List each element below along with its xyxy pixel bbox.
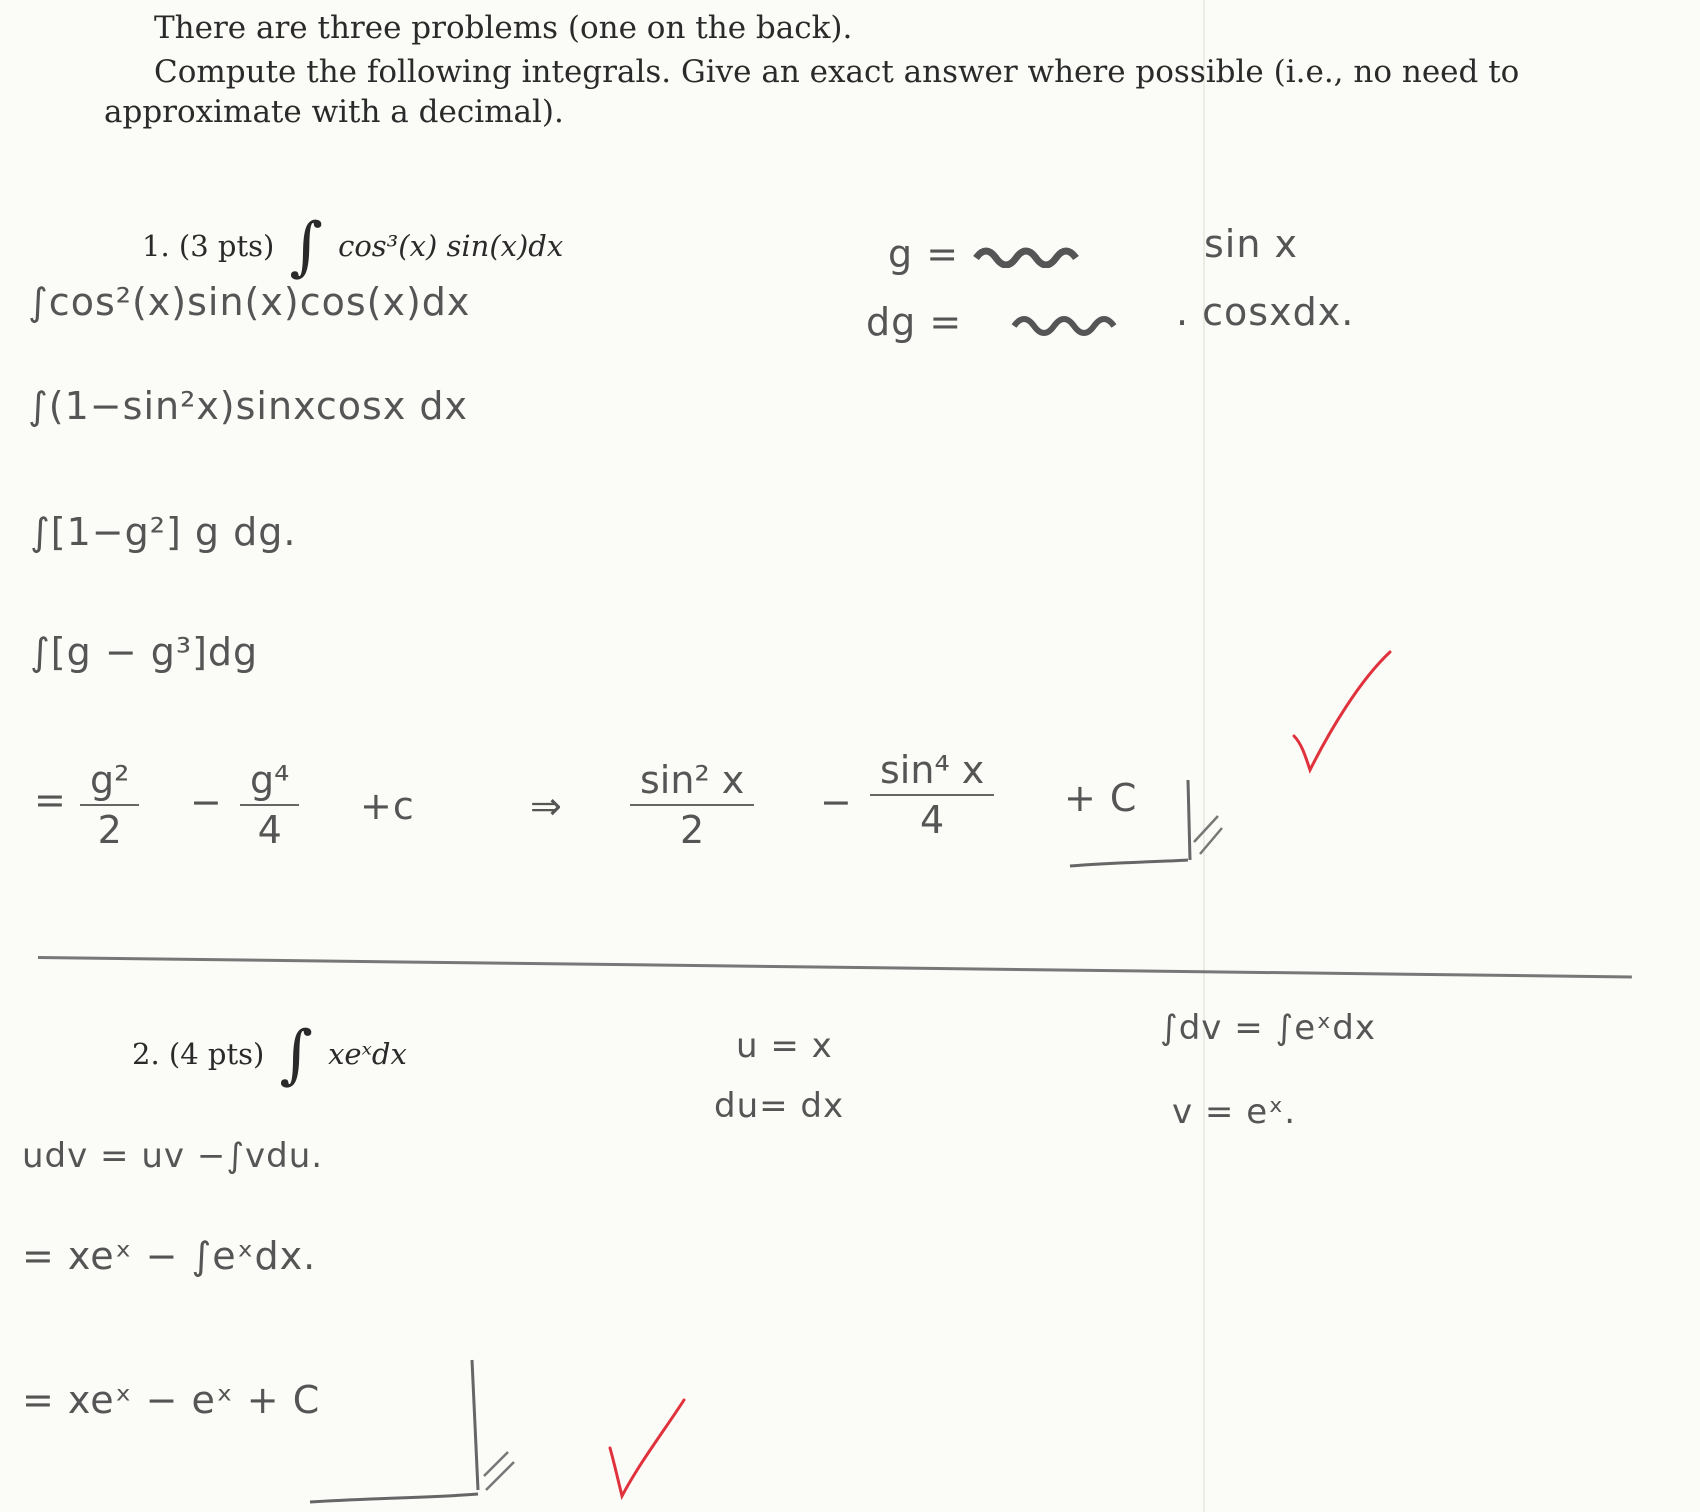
p1-final-plus-c: + C (1064, 776, 1138, 820)
p2-step-2: = xeˣ − eˣ + C (22, 1378, 321, 1422)
grader-check-icon (600, 1392, 700, 1504)
p2-answer-box-marks (300, 1356, 530, 1506)
sub-dg-label: dg = (866, 300, 1155, 344)
integral-sign: ∫ (289, 210, 323, 284)
sub-g-value: sin x (1204, 222, 1299, 266)
problem-1-points: (3 pts) (178, 229, 275, 263)
problem-2-number: 2. (132, 1037, 160, 1071)
p2-dv-line: ∫dv = ∫eˣdx (1160, 1008, 1376, 1048)
p1-work-line-4: ∫[g − g³]dg (30, 630, 259, 674)
p1-work-line-2: ∫(1−sin²x)sinxcosx dx (28, 384, 469, 428)
problem-1-integrand: cos³(x) sin(x)dx (338, 229, 564, 263)
p2-v-line: v = eˣ. (1172, 1092, 1297, 1132)
intro-line-2: Compute the following integrals. Give an exact answer where possible (i.e., no need to (154, 54, 1520, 90)
problem-2-statement (132, 1006, 407, 1092)
p2-formula: udv = uv −∫vdu. (22, 1136, 324, 1176)
grader-check-icon (1280, 640, 1400, 780)
p1-work-line-3: ∫[1−g²] g dg. (30, 510, 297, 554)
p2-u-line: u = x (736, 1026, 833, 1066)
p1-result-sin2-over-2: $\frac{\text{sin² x}}{2}$ (630, 758, 754, 852)
p1-equals: = (34, 778, 67, 822)
p1-work-line-1: ∫cos²(x)sin(x)cos(x)dx (28, 280, 471, 324)
p1-implies-arrow: ⇒ (530, 784, 563, 828)
section-divider (38, 956, 1632, 978)
p1-term-g4-over-4: $\frac{\text{g⁴}}{4}$ (240, 758, 299, 852)
p1-result-sin4-over-4: $\frac{\text{sin⁴ x}}{4}$ (870, 748, 994, 842)
scribble-out-icon (975, 314, 1155, 336)
p2-step-1: = xeˣ − ∫eˣdx. (22, 1234, 317, 1278)
p1-minus: − (190, 780, 223, 824)
problem-2-integrand: xeˣdx (328, 1037, 407, 1071)
scribble-out-icon (972, 246, 1082, 268)
p1-term-g2-over-2: $\frac{\text{g²}}{2}$ (80, 758, 139, 852)
sub-dg-value: . cosxdx. (1176, 290, 1355, 334)
problem-2-points: (4 pts) (168, 1037, 265, 1071)
sub-g-label: g = (888, 232, 1082, 276)
problem-1-number: 1. (142, 229, 170, 263)
problem-1-statement (142, 198, 564, 284)
p1-plus-c: +c (360, 784, 415, 828)
p2-du-line: du= dx (714, 1086, 845, 1126)
integral-sign: ∫ (279, 1018, 313, 1092)
p1-answer-box-marks (1068, 776, 1228, 872)
intro-line-3: approximate with a decimal). (104, 94, 564, 130)
intro-line-1: There are three problems (one on the back). (154, 10, 853, 46)
p1-result-minus: − (820, 780, 853, 824)
